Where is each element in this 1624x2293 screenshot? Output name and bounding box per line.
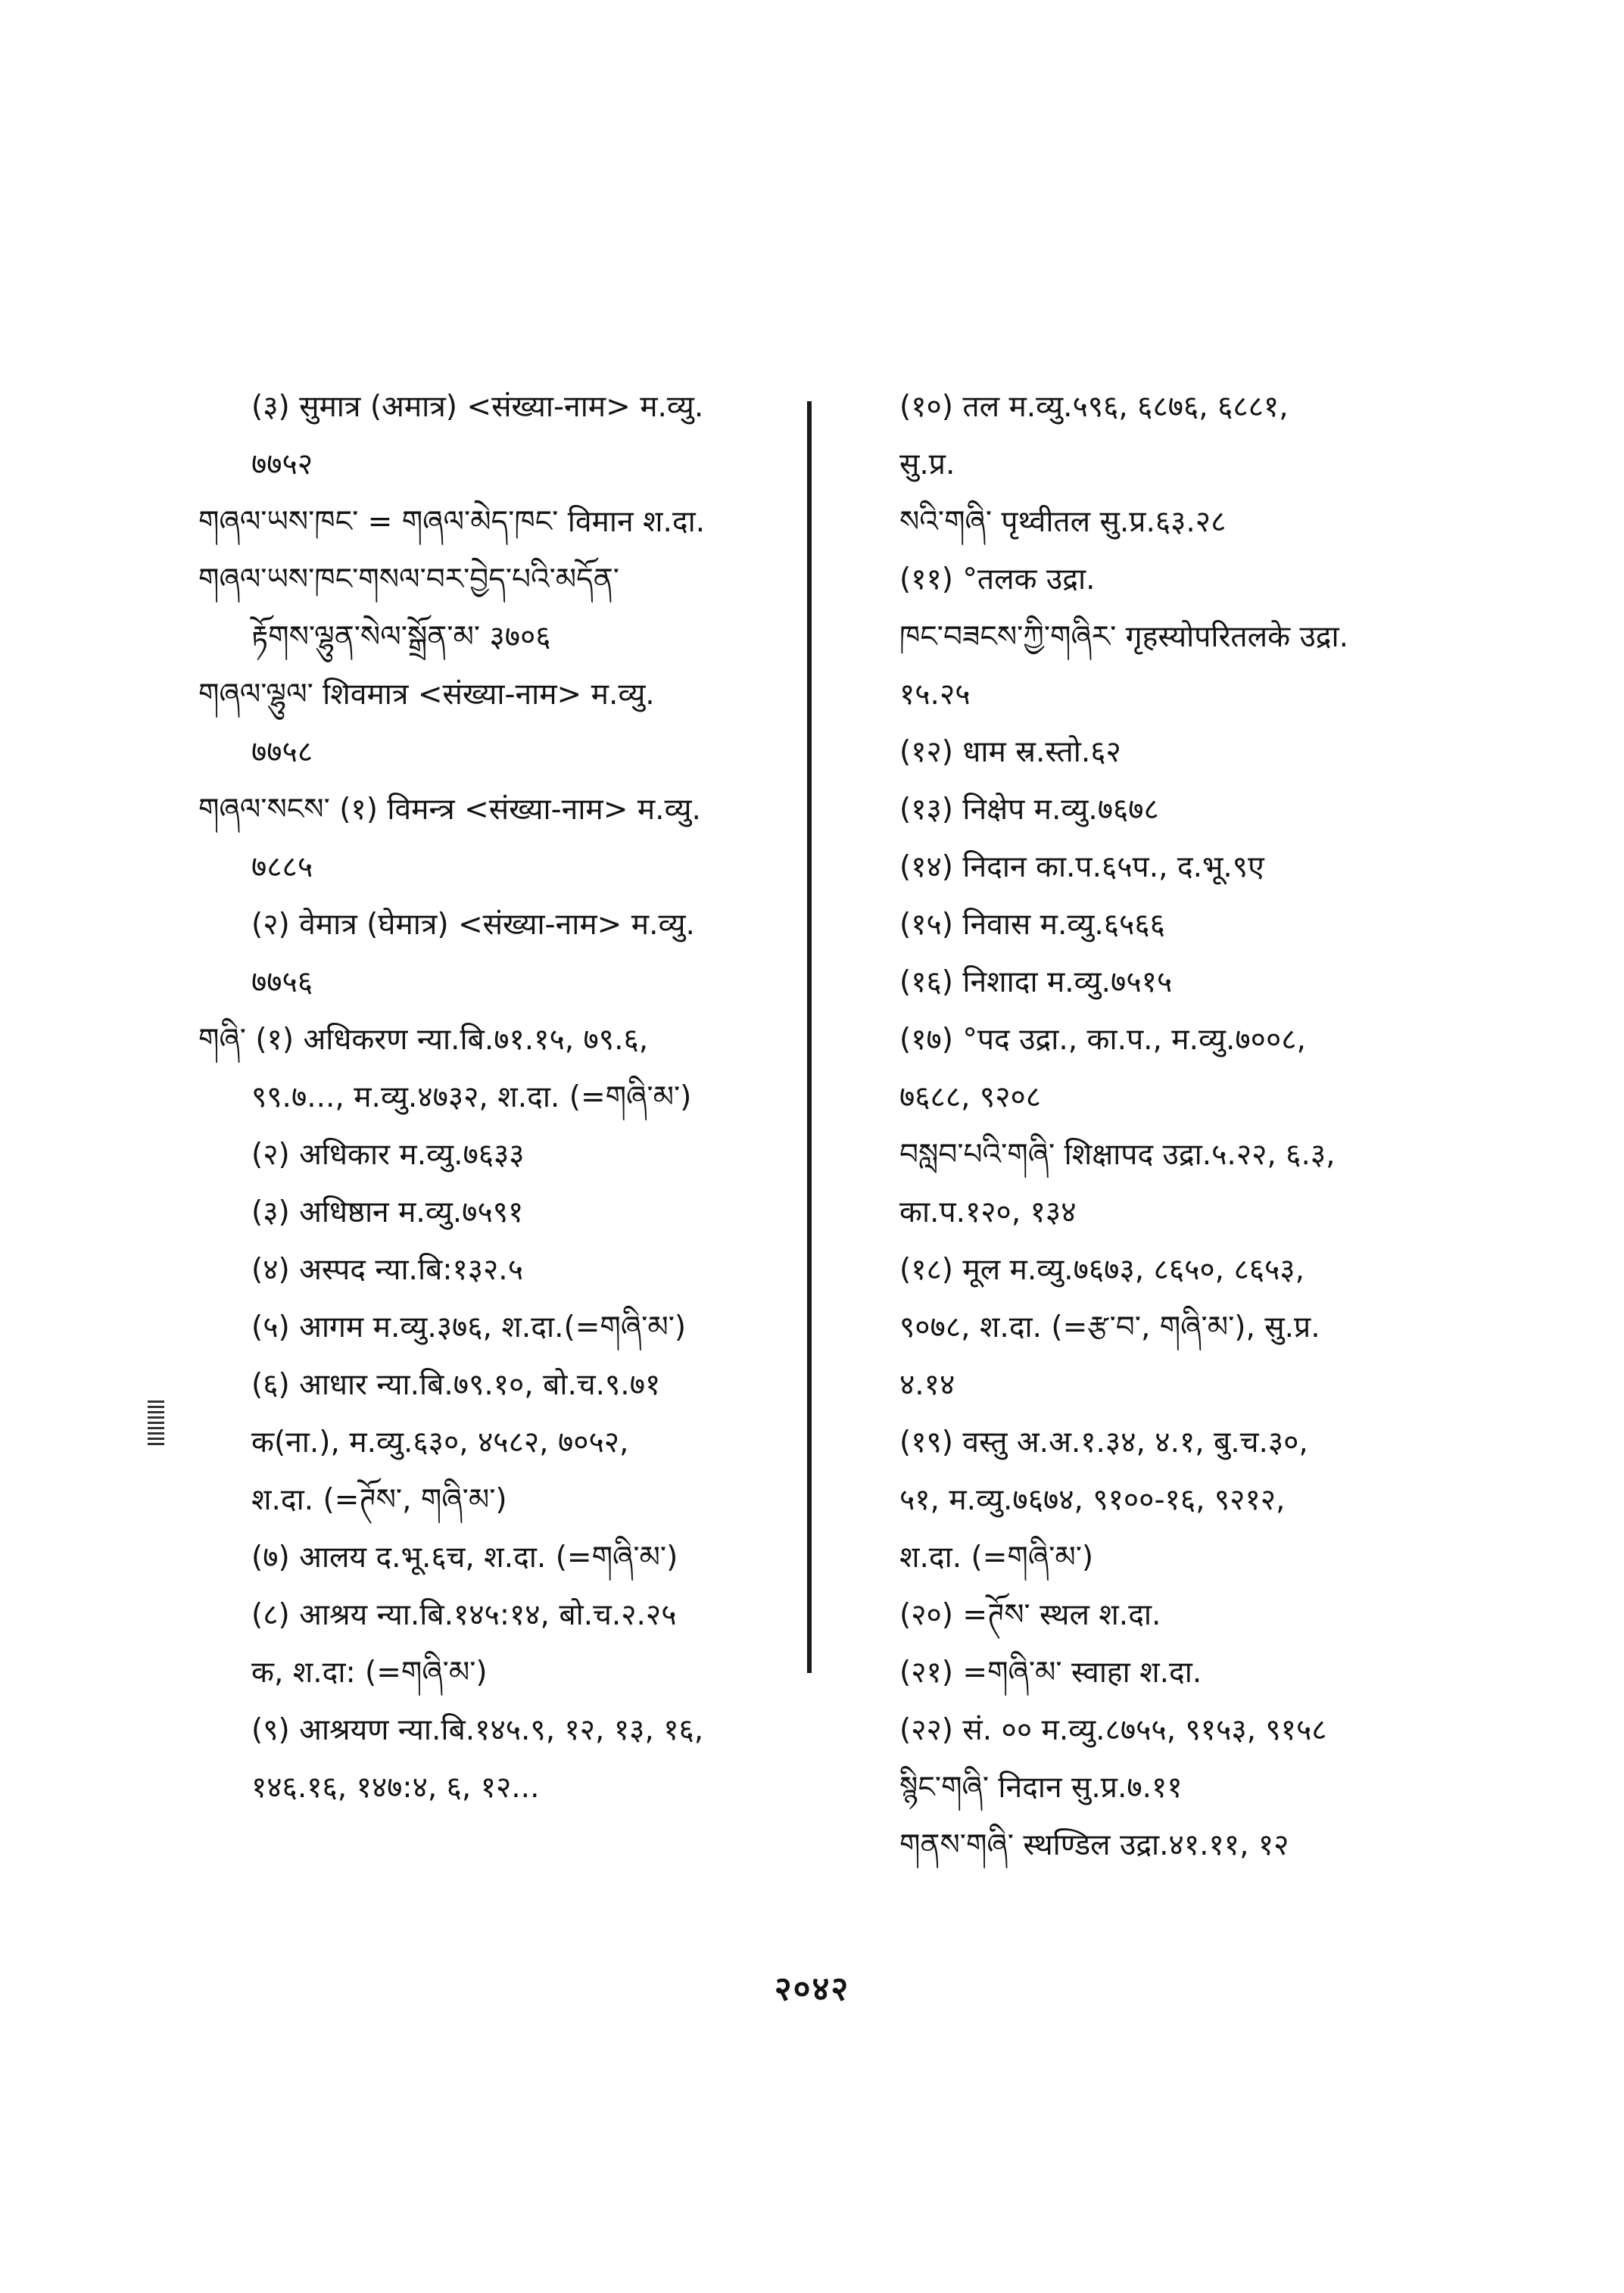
entry-line: (२०) =ཊོས་ स्थल श.दा. <box>899 1598 1161 1632</box>
entry-line: རྟོགས་ལྷུན་སེལ་སྒྲོན་མ་ ३७०६ <box>251 620 551 654</box>
entry-line: (१२) धाम स्र.स्तो.६२ <box>899 735 1121 769</box>
entry-line: (१४) निदान का.प.६५प., द.भू.९ए <box>899 850 1264 884</box>
entry-line: ७७५२ <box>251 447 313 481</box>
entry-line: ཁང་བཟངས་ཀྱི་གཞིར་ गृहस्योपरितलके उद्रा. <box>899 620 1349 654</box>
entry-line: (१५) निवास म.व्यु.६५६६ <box>899 908 1165 942</box>
entry-line: སའི་གཞི་ पृथ्वीतल सु.प्र.६३.२८ <box>899 505 1227 539</box>
entry-line: (३) अधिष्ठान म.व्यु.७५९१ <box>251 1195 524 1229</box>
entry-line: (२) अधिकार म.व्यु.७६३३ <box>251 1138 525 1172</box>
left-column <box>198 379 819 1817</box>
entry-line: གནས་གཞི་ स्थण्डिल उद्रा.४१.११, १२ <box>899 1828 1289 1862</box>
entry-line: क(ना.), म.व्यु.६३०, ४५८२, ७०५२, <box>251 1425 629 1460</box>
page-number: २०४२ <box>774 1970 850 2008</box>
entry-line: (११) °तलक उद्रा. <box>899 562 1096 597</box>
entry-line: ७८८५ <box>251 850 313 884</box>
entry-line: ७७५८ <box>251 735 313 769</box>
entry-line: སྙིང་གཞི་ निदान सु.प्र.७.११ <box>899 1771 1183 1805</box>
entry-line: (१९) वस्तु अ.अ.१.३४, ४.१, बु.च.३०, <box>899 1425 1308 1460</box>
entry-line: ९०७८, श.दा. (=རྩ་བ་, གཞི་མ་), सु.प्र. <box>899 1310 1320 1344</box>
entry-line: (८) आश्रय न्या.बि.१४५:१४, बो.च.२.२५ <box>251 1598 677 1632</box>
entry-line: (६) आधार न्या.बि.७९.१०, बो.च.९.७१ <box>251 1368 661 1402</box>
margin-mark <box>148 1400 164 1446</box>
entry-line: གཞལ་ལྷུལ་ शिवमात्र <संख्या-नाम> म.व्यु. <box>198 678 655 712</box>
entry-line: का.प.१२०, १३४ <box>899 1195 1077 1229</box>
entry-line: क, श.दा: (=གཞི་མ་) <box>251 1656 488 1690</box>
entry-line: (२२) सं. ०० म.व्यु.८७५५, ९१५३, ९१५८ <box>899 1713 1327 1747</box>
entry-line: १५.२५ <box>899 678 971 712</box>
entry-line: १४६.१६, १४७:४, ६, १२... <box>251 1771 540 1805</box>
entry-line: (१०) तल म.व्यु.५९६, ६८७६, ६८८१, <box>899 390 1289 424</box>
entry-line: (१६) निशादा म.व्यु.७५१५ <box>899 965 1173 999</box>
entry-line: གཞི་ (१) अधिकरण न्या.बि.७१.१५, ७९.६, <box>198 1023 649 1057</box>
entry-line: (७) आलय द.भू.६च, श.दा. (=གཞི་མ་) <box>251 1541 678 1575</box>
entry-line: (२१) =གཞི་མ་ स्वाहा श.दा. <box>899 1656 1202 1690</box>
entry-line: (३) सुमात्र (अमात्र) <संख्या-नाम> म.व्यु. <box>251 390 704 424</box>
entry-line: ७६८८, ९२०८ <box>899 1080 1042 1114</box>
entry-line: བསླབ་པའི་གཞི་ शिक्षापद उद्रा.५.२२, ६.३, <box>899 1138 1336 1172</box>
column-divider <box>807 401 812 1673</box>
entry-line: ९९.७..., म.व्यु.४७३२, श.दा. (=གཞི་མ་) <box>251 1080 692 1114</box>
entry-line: (५) आगम म.व्यु.३७६, श.दा.(=གཞི་མ་) <box>251 1310 687 1344</box>
entry-line: (१७) °पद उद्रा., का.प., म.व्यु.७००८, <box>899 1023 1306 1057</box>
entry-line: (२) वेमात्र (घेमात्र) <संख्या-नाम> म.व्यु. <box>251 908 695 942</box>
right-column <box>899 379 1520 1874</box>
entry-line: གཞལ་ཡས་ཁང་ = གཞལ་མེད་ཁང་ विमान श.दा. <box>198 505 706 539</box>
entry-line: श.दा. (=ཊོས་, གཞི་མ་) <box>251 1483 507 1517</box>
entry-line: གཞལ་སངས་ (१) विमन्त्र <संख्या-नाम> म.व्यु. <box>198 793 701 827</box>
entry-line: ७७५६ <box>251 965 313 999</box>
entry-line: (१३) निक्षेप म.व्यु.७६७८ <box>899 793 1159 827</box>
entry-line: ४.१४ <box>899 1368 955 1402</box>
entry-line: (४) अस्पद न्या.बि:१३२.५ <box>251 1253 523 1287</box>
entry-line: གཞལ་ཡས་ཁང་གསལ་བར་བྱེད་པའི་མདོན་ <box>198 562 619 597</box>
entry-line: ५१, म.व्यु.७६७४, ९१००-१६, ९२१२, <box>899 1483 1286 1517</box>
entry-line: (९) आश्रयण न्या.बि.१४५.९, १२, १३, १६, <box>251 1713 704 1747</box>
entry-line: श.दा. (=གཞི་མ་) <box>899 1541 1094 1575</box>
entry-line: (१८) मूल म.व्यु.७६७३, ८६५०, ८६५३, <box>899 1253 1304 1287</box>
entry-line: सु.प्र. <box>899 447 955 481</box>
